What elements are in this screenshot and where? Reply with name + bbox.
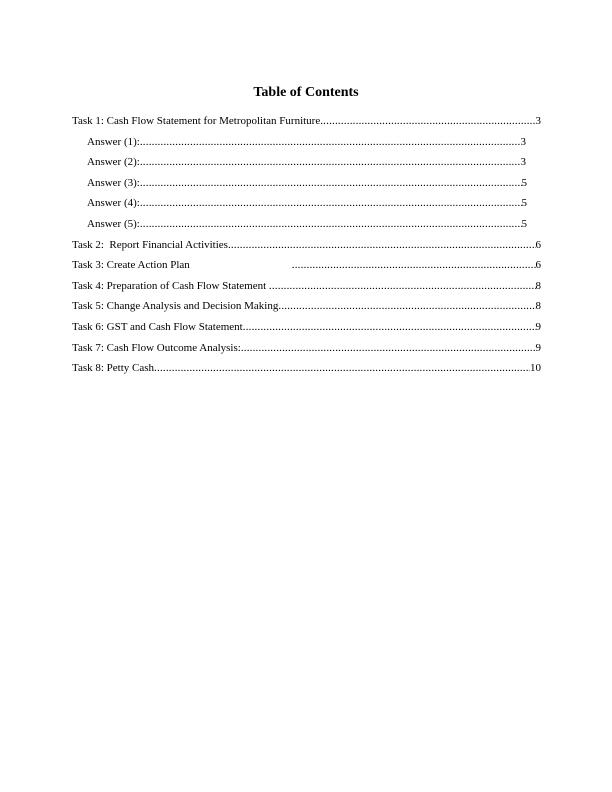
dot-leader xyxy=(154,361,530,375)
toc-title: Table of Contents xyxy=(253,85,359,100)
toc-entry-label: Task 2: Report Financial Activities xyxy=(72,238,228,251)
toc-entry-task-5[interactable] xyxy=(72,298,542,319)
toc-entry-label: Answer (2): xyxy=(87,156,140,169)
toc-entry-task-6[interactable] xyxy=(72,319,542,340)
dot-leader xyxy=(140,155,521,169)
dot-leader xyxy=(320,114,535,128)
toc-entry-label: Answer (1): xyxy=(87,135,140,148)
toc-entry-label: Task 6: GST and Cash Flow Statement xyxy=(72,320,243,333)
toc-entry-page: 5 xyxy=(521,176,527,189)
toc-entry-page: 10 xyxy=(530,362,541,375)
dot-leader xyxy=(269,279,536,293)
dot-leader xyxy=(241,341,536,355)
toc-entry-label: Task 8: Petty Cash xyxy=(72,362,155,375)
toc-entry-label: Task 5: Change Analysis and Decision Making xyxy=(72,300,279,313)
toc-entry-page: 5 xyxy=(521,197,527,210)
dot-leader xyxy=(140,217,522,231)
toc-entry-answer-4[interactable] xyxy=(72,195,542,216)
toc-entry-task-1[interactable] xyxy=(72,113,542,134)
toc-entry-page: 5 xyxy=(521,217,527,230)
dot-leader xyxy=(140,135,521,149)
toc-entry-page: 3 xyxy=(520,135,526,148)
toc-entry-task-3[interactable] xyxy=(72,257,542,278)
toc-entry-page: 6 xyxy=(535,259,541,272)
toc-entry-answer-2[interactable] xyxy=(72,154,542,175)
dot-leader xyxy=(243,320,536,334)
toc-entry-task-2[interactable] xyxy=(72,237,542,258)
toc-entry-page: 9 xyxy=(535,341,541,354)
toc-entry-page: 8 xyxy=(535,300,541,313)
dot-leader xyxy=(140,196,522,210)
toc-entry-answer-1[interactable] xyxy=(72,134,542,155)
toc-entry-page: 8 xyxy=(535,279,541,292)
dot-leader xyxy=(228,238,536,252)
toc-entry-page: 3 xyxy=(535,115,541,127)
dot-leader xyxy=(292,258,536,272)
toc-entry-page: 9 xyxy=(535,320,541,333)
toc-entry-label: Task 4: Preparation of Cash Flow Statement xyxy=(72,279,269,292)
toc-entry-answer-5[interactable] xyxy=(72,216,542,237)
toc-entry-task-8[interactable] xyxy=(72,360,542,381)
toc-entry-label: Task 3: Create Action Plan xyxy=(72,259,190,272)
toc-entry-label: Answer (4): xyxy=(87,197,140,210)
toc-entry-task-4[interactable] xyxy=(72,278,542,299)
toc-entry-label: Answer (5): xyxy=(87,217,140,230)
toc-entry-answer-3[interactable] xyxy=(72,175,542,196)
toc-entry-label: Task 7: Cash Flow Outcome Analysis: xyxy=(72,341,241,354)
toc-entry-page: 6 xyxy=(535,238,541,251)
toc-entry-label: Task 1: Cash Flow Statement for Metropolitan Furniture xyxy=(72,115,321,127)
toc-entry-label: Answer (3): xyxy=(87,176,140,189)
dot-leader xyxy=(278,299,535,313)
dot-leader xyxy=(140,176,522,190)
toc-entry-task-7[interactable] xyxy=(72,340,542,361)
toc-list xyxy=(72,113,542,381)
toc-entry-page: 3 xyxy=(520,156,526,169)
